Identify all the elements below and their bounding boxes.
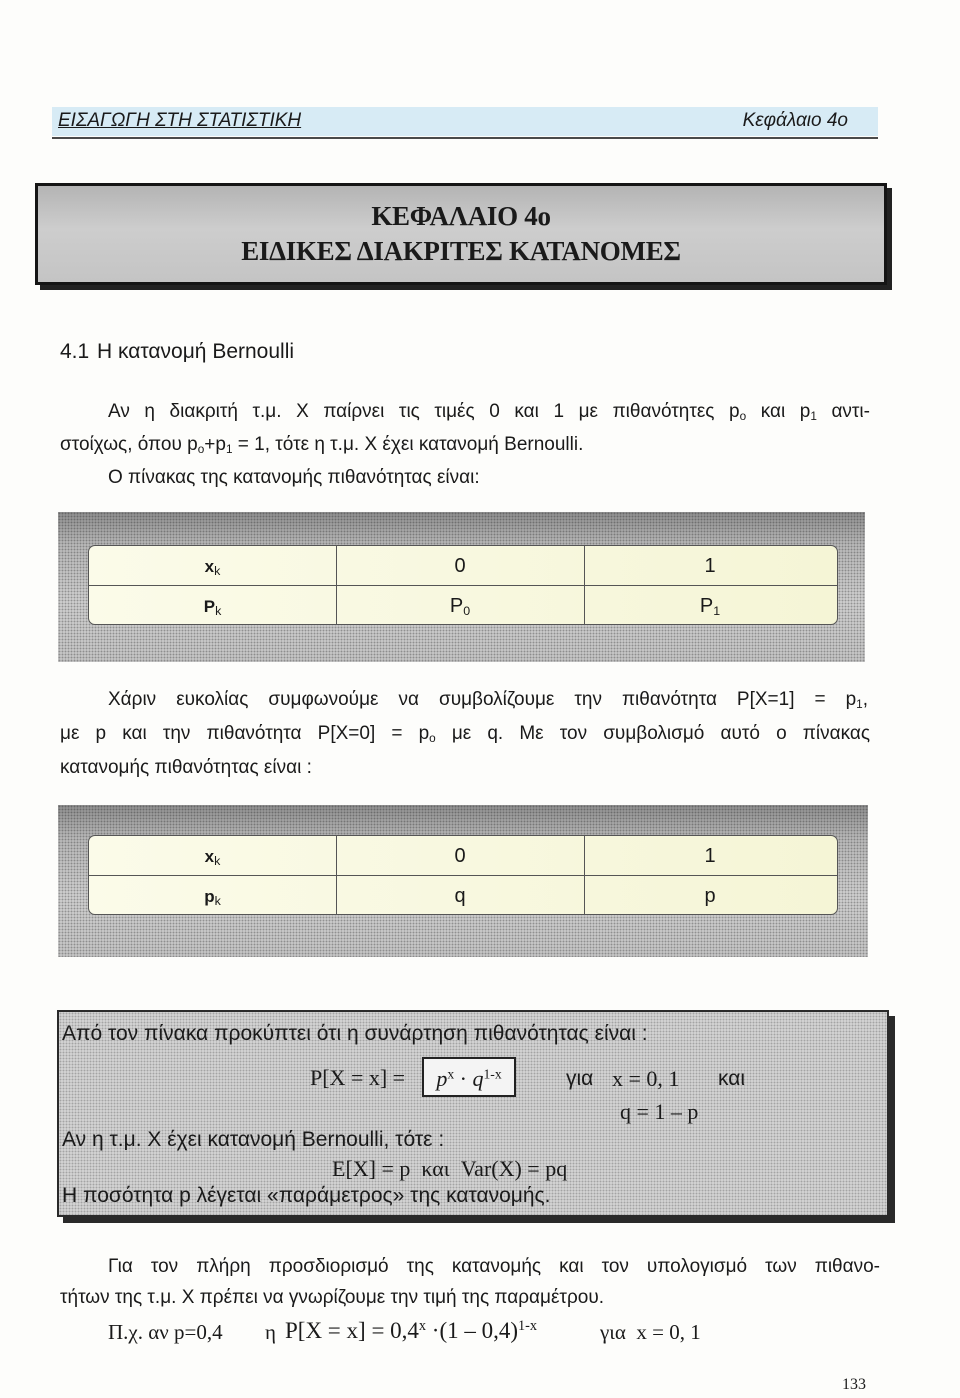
moments-intro: Αν η τ.μ. Χ έχει κατανομή Bernoulli, τότε : [62,1128,445,1151]
subscript: 1 [225,442,233,456]
parameter-note: Η ποσότητα p λέγεται «παράμετρος» της κατανομής. [62,1184,551,1207]
condition-and: και [718,1067,746,1090]
table-cell [584,546,836,586]
subscript: 1 [810,409,817,423]
distribution-table-2 [88,835,838,915]
example-prefix: Π.χ. αν p=0,4 [108,1320,223,1344]
condition-word: για [566,1067,594,1090]
row-header [89,546,337,586]
cell-text: 0 [454,845,466,867]
text-run: αντι- [816,401,870,422]
text-run: +p [204,434,226,455]
convention-line-1 [108,688,868,712]
text-run: με p και την πιθανότητα P[X=0] = p [60,723,430,744]
text-run: με q. Με τον συμβολισμό αυτό ο πίνακας [435,723,870,744]
row-header [89,586,337,625]
superscript: 1-x [518,1318,538,1335]
row-header [89,876,337,915]
cell-text: q [454,885,466,907]
book-title: ΕΙΣΑΓΩΓΗ ΣΤΗ ΣΤΑΤΙΣΤΙΚΗ [58,110,302,131]
chapter-title: ΕΙΔΙΚΕΣ ΔΙΑΚΡΙΤΕΣ ΚΑΤΑΝΟΜΕΣ [241,236,681,266]
table-cell [336,836,585,876]
subscript: k [215,604,222,619]
table-cell [584,876,836,915]
example-eta: η [265,1320,276,1344]
chapter-number: ΚΕΦΑΛΑΙΟ 4ο [371,201,551,231]
distribution-table-frame-1 [58,512,865,662]
subscript: o [739,409,747,423]
table-cell [584,586,836,625]
moments-formula: E[X] = p και Var(X) = pq [332,1156,568,1181]
table-row [89,546,837,586]
cell-text: p [704,885,716,907]
table-cell [336,876,585,915]
header-rule [52,137,878,139]
superscript: x [447,1066,455,1082]
table-cell [336,546,585,586]
cell-text: P [699,595,714,617]
condition-x: x = 0, 1 [612,1066,680,1091]
subscript: k [214,894,221,909]
formula-text: P[X = x] = 0,4 [285,1318,419,1343]
cell-text: P [203,597,216,616]
cell-text: 0 [454,555,466,577]
cell-text: 1 [704,555,716,577]
table-row [89,585,837,625]
table-row [89,875,837,915]
text-run: και p [746,401,811,422]
superscript: x [418,1318,427,1335]
result-intro: Από τον πίνακα προκύπτει ότι η συνάρτηση πιθανότητας είναι : [62,1022,648,1045]
subscript: k [214,854,221,869]
formula-base: q [472,1066,484,1091]
convention-line-3: κατανομής πιθανότητας είναι : [60,757,312,778]
subscript: o [429,731,436,745]
chapter-title-box [35,183,887,285]
text-run: Χάριν ευκολίας συμφωνούμε να συμβολίζουμε την πιθανότητα P[X=1] = p [108,689,857,710]
section-title: Η κατανομή Bernoulli [97,340,295,363]
intro-line-3: Ο πίνακας της κατανομής πιθανότητας είναι: [108,467,480,488]
cell-text: x [204,847,215,866]
text-run: = 1, τότε η τ.μ. Χ έχει κατανομή Bernoulli. [232,434,584,455]
convention-line-2 [60,722,870,746]
closing-line-2: τήτων της τ.μ. Χ πρέπει να γνωρίζουμε την τιμή της παραμέτρου. [60,1287,604,1308]
pmf-formula-box [422,1057,516,1097]
intro-line-1 [108,400,870,424]
table-cell [336,586,585,625]
formula-dot: · [454,1066,473,1091]
superscript: 1-x [483,1066,502,1082]
text-run: στοίχως, όπου p [60,434,198,455]
closing-line-1: Για τον πλήρη προσδιορισμό της κατανομής και τον υπολογισμό των πιθανο- [108,1256,880,1277]
pmf-lhs: P[X = x] = [310,1065,406,1090]
subscript: k [214,564,221,579]
example-formula [285,1318,537,1344]
table-row [89,836,837,876]
cell-text: x [204,557,215,576]
distribution-table-frame-2 [58,805,868,957]
distribution-table-1 [88,545,838,625]
cell-text: p [204,887,215,906]
cell-text: 1 [704,845,716,867]
cell-text: P [449,595,464,617]
condition-q: q = 1 – p [620,1099,699,1124]
subscript: 1 [856,697,863,711]
subscript: 1 [713,604,721,619]
section-number: 4.1 [60,340,90,363]
subscript: 0 [463,604,471,619]
intro-line-2 [60,433,583,457]
example-condition: για x = 0, 1 [600,1320,701,1344]
chapter-label: Κεφάλαιο 4ο [742,110,848,131]
text-run: , [862,689,868,710]
table-cell [584,836,836,876]
page-number: 133 [842,1376,866,1393]
text-run: Αν η διακριτή τ.μ. Χ παίρνει τις τιμές 0 και 1 με πιθανότητες p [108,401,740,422]
row-header [89,836,337,876]
formula-base: p [436,1066,448,1091]
subscript: o [197,442,205,456]
formula-text: ·(1 – 0,4) [426,1318,519,1343]
